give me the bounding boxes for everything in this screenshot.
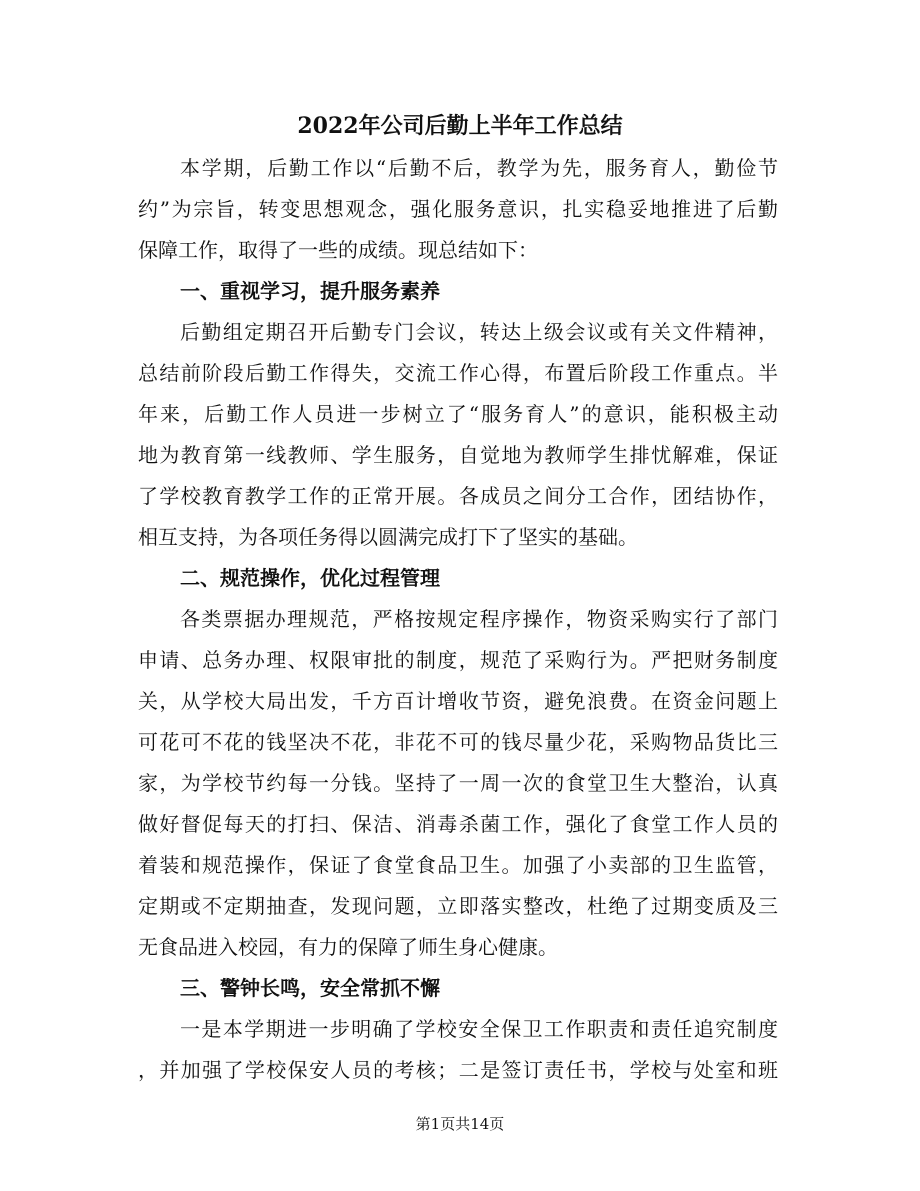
paragraph-line: 申请、总务办理、权限审批的制度，规范了采购行为。严把财务制度 bbox=[138, 648, 778, 672]
paragraph-line: 定期或不定期抽查，发现问题，立即落实整改，杜绝了过期变质及三 bbox=[138, 894, 778, 918]
paragraph-line: 各类票据办理规范，严格按规定程序操作，物资采购实行了部门 bbox=[180, 607, 778, 631]
page-footer: 第1页共14页 bbox=[415, 1115, 505, 1133]
paragraph-line: 本学期，后勤工作以“后勤不后，教学为先，服务育人，勤俭节 bbox=[180, 156, 778, 180]
paragraph-line: 做好督促每天的打扫、保洁、消毒杀菌工作，强化了食堂工作人员的 bbox=[138, 812, 778, 836]
paragraph-line: 无食品进入校园，有力的保障了师生身心健康。 bbox=[138, 935, 558, 959]
paragraph-line: 关，从学校大局出发，千方百计增收节资，避免浪费。在资金问题上 bbox=[138, 689, 778, 713]
paragraph-line: 了学校教育教学工作的正常开展。各成员之间分工合作，团结协作， bbox=[138, 484, 778, 508]
paragraph-line: 一是本学期进一步明确了学校安全保卫工作职责和责任追究制度 bbox=[180, 1017, 778, 1041]
paragraph-line: 着装和规范操作，保证了食堂食品卫生。加强了小卖部的卫生监管， bbox=[138, 853, 778, 877]
document-title: 2022年公司后勤上半年工作总结 bbox=[297, 113, 623, 139]
paragraph-line: 家，为学校节约每一分钱。坚持了一周一次的食堂卫生大整治，认真 bbox=[138, 771, 778, 795]
paragraph-line: 年来，后勤工作人员进一步树立了“服务育人”的意识，能积极主动 bbox=[138, 402, 778, 426]
paragraph-line: 保障工作，取得了一些的成绩。现总结如下： bbox=[138, 238, 538, 262]
document-body bbox=[138, 148, 778, 1091]
paragraph-line: 地为教育第一线教师、学生服务，自觉地为教师学生排忧解难，保证 bbox=[138, 443, 778, 467]
paragraph-line: 可花可不花的钱坚决不花，非花不可的钱尽量少花，采购物品货比三 bbox=[138, 730, 778, 754]
paragraph-line: ，并加强了学校保安人员的考核；二是签订责任书，学校与处室和班 bbox=[138, 1058, 778, 1082]
section-heading-2: 二、规范操作，优化过程管理 bbox=[180, 566, 440, 590]
paragraph-line: 后勤组定期召开后勤专门会议，转达上级会议或有关文件精神， bbox=[180, 320, 778, 344]
section-heading-1: 一、重视学习，提升服务素养 bbox=[180, 279, 440, 303]
paragraph-line: 相互支持，为各项任务得以圆满完成打下了坚实的基础。 bbox=[138, 525, 638, 549]
section-heading-3: 三、警钟长鸣，安全常抓不懈 bbox=[180, 976, 440, 1000]
paragraph-line: 约”为宗旨，转变思想观念，强化服务意识，扎实稳妥地推进了后勤 bbox=[138, 197, 778, 221]
paragraph-line: 总结前阶段后勤工作得失，交流工作心得，布置后阶段工作重点。半 bbox=[138, 361, 778, 385]
